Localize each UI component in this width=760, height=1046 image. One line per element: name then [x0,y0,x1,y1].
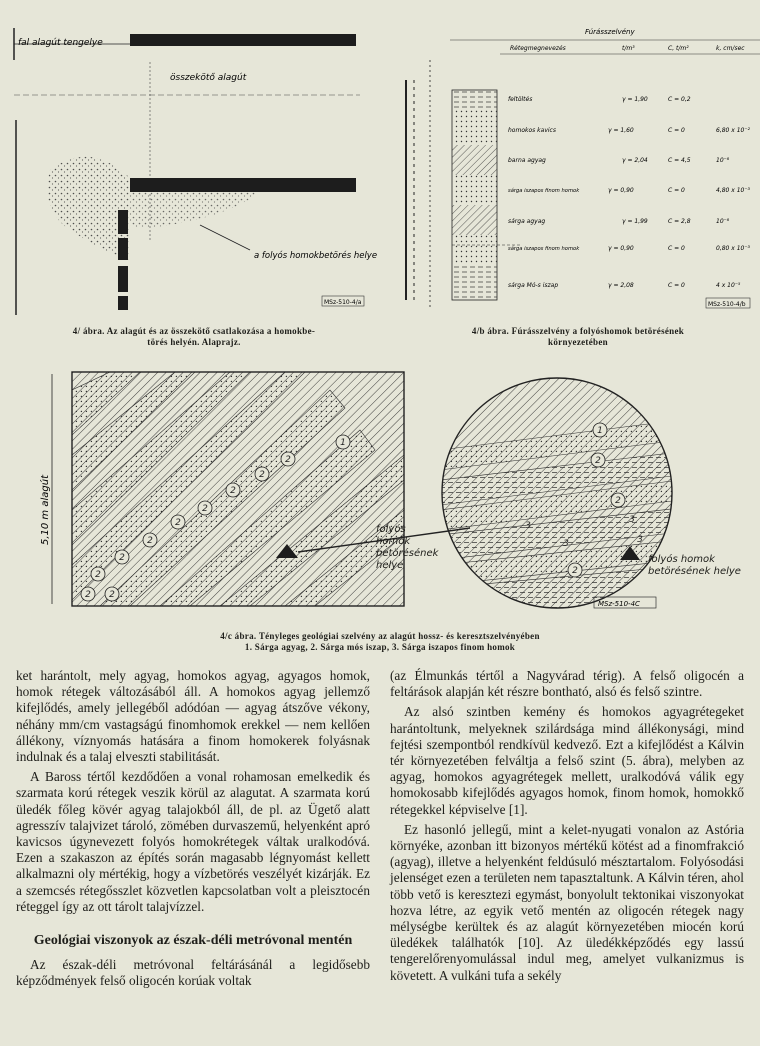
svg-text:2: 2 [595,456,601,466]
caption-fig4 [14,326,374,348]
layer-density: γ = 2,08 [608,282,634,289]
layer-cohesion: C = 0,2 [668,96,691,103]
paragraph: Az alsó szintben kemény és homokos agyagrétegeket harántoltunk, melyeknek szilárdsága mind állékonysági, mind fejtési szempontból rendkívül kedvező. Ezt a kifejlődést a Kálvin tér környezetében felváltja a felső szint (5. ábra), melyben az agyag, homokos agyagrétegek mellett, uralkodóvá válik egy homokosabb kifejlődés agyagos homok, finom homok, homokkő rétegekkel képviselve [1]. [390,704,744,817]
layer-cohesion: C = 0 [668,282,685,289]
layer-permeability: 0,80 x 10⁻³ [716,245,750,252]
figure-4b-borelog [390,0,760,335]
svg-text:2: 2 [572,566,578,576]
svg-text:2: 2 [119,553,125,563]
col-header-permeability: k, cm/sec [716,45,745,52]
figure-4c-sections [0,360,760,628]
layer-density: γ = 1,60 [608,127,634,134]
layer-name: barna agyag [508,157,546,164]
svg-text:3: 3 [637,535,643,545]
label-line: folyós homok [648,554,715,565]
figure-4-plan [0,0,390,335]
label-tunnel-height: 5,10 m alagút [40,474,51,546]
label-line: betörésének [376,548,439,559]
layer-cohesion: C = 2,8 [668,218,691,225]
layer-density: γ = 2,04 [622,157,648,164]
col-header-cohesion: C, t/m² [668,45,689,52]
svg-text:3: 3 [525,521,531,531]
label-line: folyós [376,524,406,535]
paragraph: Ez hasonló jellegű, mint a kelet-nyugati vonalon az Astória környéke, azonban itt bizonyos mértékű kötést ad a finomfrakció (agyag), illetve a helyenként feldúsuló mésztartalom. Folyósodási jelenséget ezen a területen nem tapasztaltunk. A Kálvin téren, ahol több vető is keresztezi egymást, bonyolult tektonikai viszonyokat hozva létre, az egyik vető mentén az oligocén rétegek nagy mélységbe kerültek és az alagút környezetében miocén korú üledékek találhatók [10]. Az üledékképződés egy lassú tengerelőrenyomulással indul meg, amelyet vulkanizmus is követett. A vulkáni tufa a sekély [390,821,744,983]
layer-permeability: 10⁻⁸ [716,218,730,225]
paragraph: (az Élmunkás tértől a Nagyvárad térig). A felső oligocén a feltárások alapján két részre bontható, alsó és felső szintre. [390,668,744,700]
svg-text:2: 2 [175,518,181,528]
caption-line: 1. Sárga agyag, 2. Sárga mós iszap, 3. Sárga iszapos finom homok [244,642,516,652]
label-breakin-right [648,553,741,577]
caption-line: törés helyén. Alaprajz. [147,337,241,347]
layer-name: homokos kavics [508,127,556,134]
figure-code: MSz-510-4/b [708,301,746,308]
svg-text:2: 2 [95,570,101,580]
label-line: helye [376,560,404,571]
paragraph: ket harántolt, mely agyag, homokos agyag, agyagos homok, homok rétegek változásából áll. A homokos agyag jellemző kifejlődés, amely jellegéből adódóan — agyag átszőve vékony, néhány mm/cm vastagságú finomhomok erekkel — nem kellően állékony, víznyomás hatására a finom homokerek folyásnak indulnak és a talaj elveszti stabilitását. [16,668,370,765]
layer-density: γ = 0,90 [608,187,634,194]
paragraph: Az észak-déli metróvonal feltárásánál a legidősebb képződmények felső oligocén korúak voltak [16,957,370,989]
svg-text:2: 2 [285,455,291,465]
svg-text:2: 2 [230,486,236,496]
section-heading: Geológiai viszonyok az észak-déli metróvonal mentén [33,933,353,949]
borelog-title: Fúrásszelvény [585,28,635,36]
caption-fig4b [418,326,738,348]
label-connecting-tunnel: összekötő alagút [170,73,247,83]
caption-line: 4/b ábra. Fúrásszelvény a folyóshomok betörésének [471,326,685,336]
layer-permeability: 6,80 x 10⁻² [716,127,750,134]
label-tunnel-axis: fal alagút tengelye [18,38,103,48]
layer-permeability: 4 x 10⁻⁵ [716,282,741,289]
svg-text:2: 2 [202,504,208,514]
svg-text:3: 3 [629,515,635,525]
layer-name: sárga iszapos finom homok [508,188,580,194]
text-column-left [16,668,370,993]
svg-text:2: 2 [109,590,115,600]
svg-text:2: 2 [259,470,265,480]
text-column-right [390,668,744,988]
svg-text:2: 2 [615,496,621,506]
layer-cohesion: C = 0 [668,187,685,194]
layer-cohesion: C = 0 [668,245,685,252]
col-header-density: t/m³ [622,45,635,52]
layer-permeability: 10⁻⁸ [716,157,730,164]
svg-text:2: 2 [85,590,91,600]
caption-fig4c [60,631,700,653]
layer-density: γ = 1,90 [622,96,648,103]
layer-name: sárga iszapos finom homok [508,246,580,252]
caption-line: 4/ ábra. Az alagút és az összekötő csatlakozása a homokbe- [72,326,316,336]
svg-text:1: 1 [340,438,346,448]
layer-name: feltöltés [508,96,533,103]
svg-text:3: 3 [563,539,569,549]
layer-cohesion: C = 4,5 [668,157,691,164]
layer-density: γ = 1,99 [622,218,648,225]
layer-cohesion: C = 0 [668,127,685,134]
label-line: betörésének helye [648,566,741,577]
svg-text:1: 1 [597,426,603,436]
label-line: homok [376,536,411,547]
figure-code: MSz-510-4/a [324,299,362,306]
paragraph: A Baross tértől kezdődően a vonal rohamosan emelkedik és szarmata korú rétegek veszik körül az alagutat. A szarmata korú üledék főleg kövér agyag talajokból áll, de pl. az Ügető alatt agresszív talajvizet tároló, zömében durvaszemű, helyenként apró kavicsos úgynevezett folyós homokrétegek váltak uralkodóvá. Ezen a szakaszon az építés során magasabb légnyomást kellett alkalmazni oly mértékig, hogy a vízbetörés veszélyét kizárják. Ez a szemcsés rétegősszlet közvetlen kapcsolatban volt a pleisztocén réteggel így az ott tárolt talajvízzel. [16,769,370,914]
layer-density: γ = 0,90 [608,245,634,252]
svg-text:2: 2 [147,536,153,546]
layer-permeability: 4,80 x 10⁻³ [716,187,750,194]
label-breakin: a folyós homokbetörés helye [254,251,378,261]
col-header-layer: Rétegmegnevezés [510,45,566,52]
caption-line: 4/c ábra. Tényleges geológiai szelvény az alagút hossz- és keresztszelvényében [220,631,540,641]
caption-line: környezetében [548,337,608,347]
layer-name: sárga agyag [508,218,546,225]
figure-code: MSz-510-4C [598,600,640,608]
layer-name: sárga Mó-s iszap [508,282,559,289]
